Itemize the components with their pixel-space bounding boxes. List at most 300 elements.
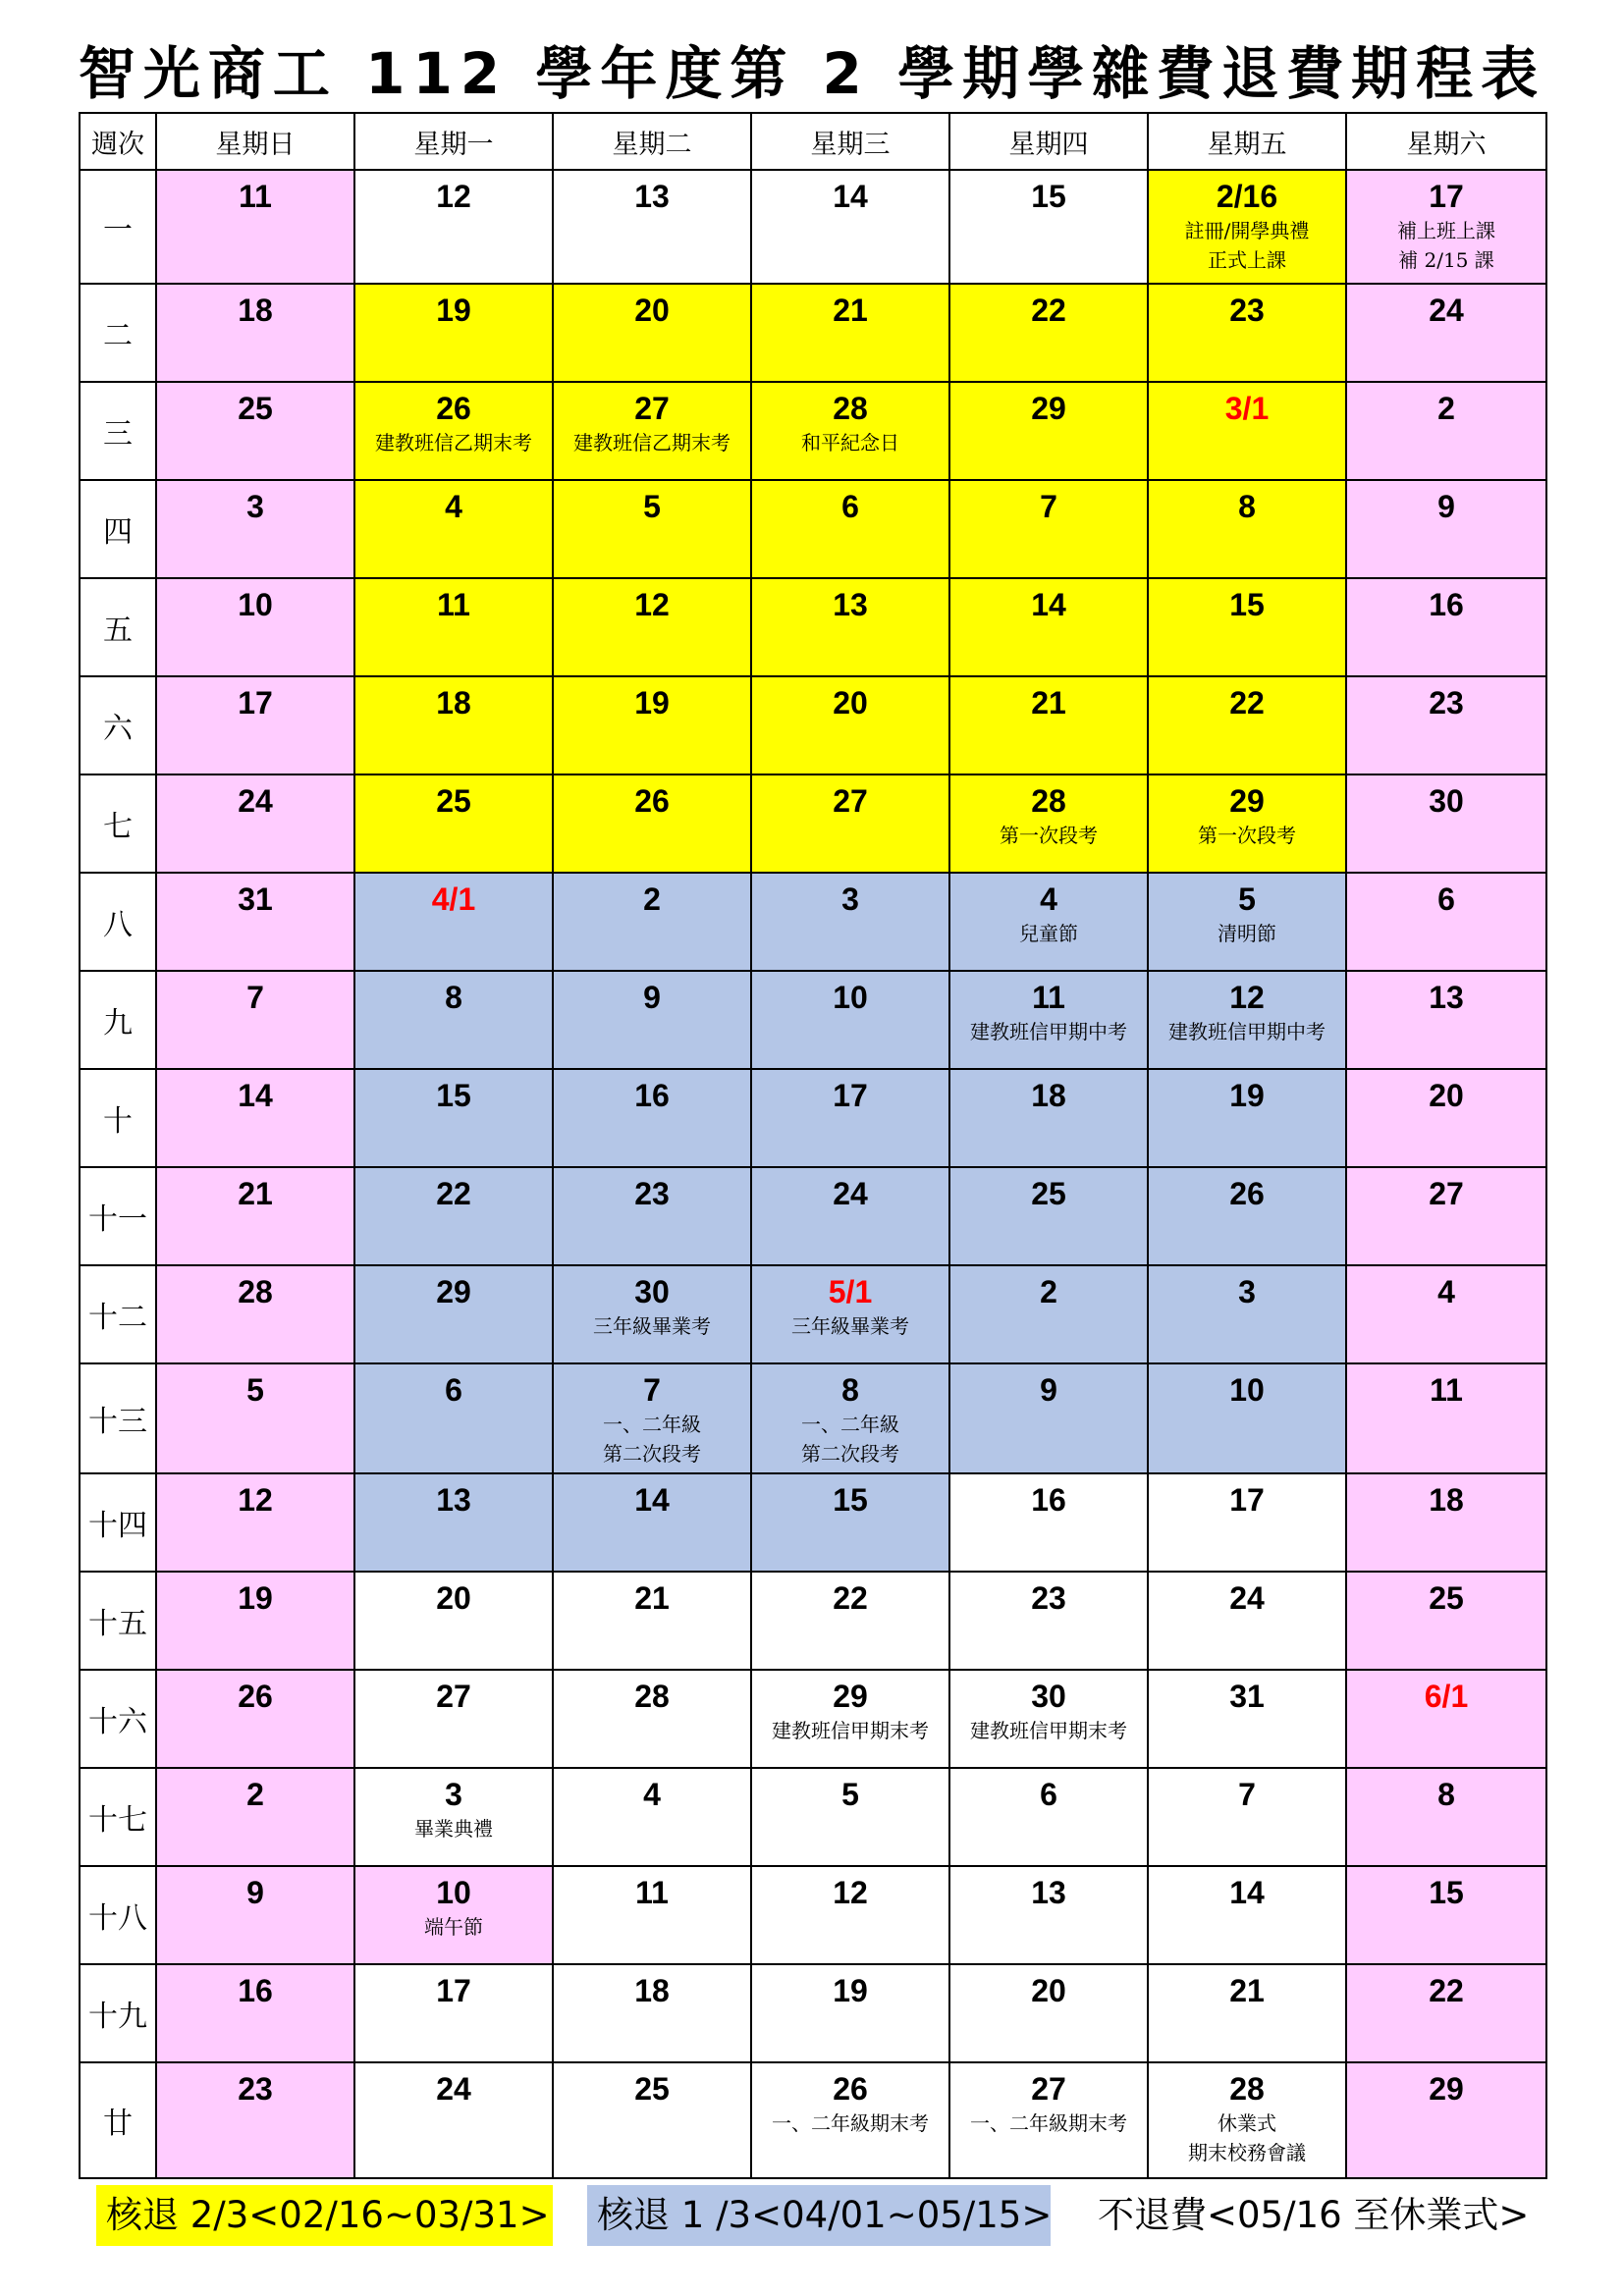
header-week: 週次 [79, 112, 157, 171]
day-cell [157, 1573, 355, 1671]
day-note: 建教班信甲期中考 [970, 1020, 1127, 1043]
day-cell [1347, 383, 1547, 481]
day-cell [752, 1364, 950, 1474]
day-cell [355, 1965, 554, 2063]
day-number: 29 [833, 1679, 868, 1714]
day-cell [1149, 285, 1347, 383]
day-note: 建教班信乙期末考 [573, 431, 731, 454]
day-cell [950, 1070, 1149, 1168]
day-number: 22 [833, 1580, 868, 1616]
day-cell [1149, 1070, 1347, 1168]
day-number: 13 [1429, 980, 1464, 1015]
day-number: 13 [1031, 1875, 1066, 1910]
day-number: 15 [1031, 179, 1066, 214]
day-cell [554, 1867, 752, 1965]
day-cell [355, 579, 554, 677]
day-cell [1347, 285, 1547, 383]
day-cell [1347, 972, 1547, 1070]
day-cell [1347, 171, 1547, 285]
day-cell [355, 481, 554, 579]
day-number: 3 [1238, 1274, 1256, 1309]
day-number: 22 [1429, 1973, 1464, 2008]
day-cell [157, 1266, 355, 1364]
day-number: 12 [634, 587, 670, 622]
day-number: 14 [1031, 587, 1066, 622]
day-number: 25 [1429, 1580, 1464, 1616]
day-number: 9 [246, 1875, 264, 1910]
day-number: 25 [634, 2071, 670, 2107]
day-number: 2 [643, 881, 661, 917]
day-cell [1347, 2063, 1547, 2179]
day-cell [752, 1769, 950, 1867]
day-cell [1149, 972, 1347, 1070]
day-number: 29 [436, 1274, 471, 1309]
day-cell [355, 874, 554, 972]
day-note: 三年級畢業考 [791, 1314, 909, 1338]
day-number: 12 [833, 1875, 868, 1910]
week-label: 十一 [79, 1168, 157, 1266]
day-note: 畢業典禮 [414, 1817, 493, 1841]
day-note: 建教班信甲期末考 [772, 1719, 929, 1742]
week-label: 三 [79, 383, 157, 481]
day-cell [157, 171, 355, 285]
day-cell [1149, 775, 1347, 874]
day-note: 一、二年級期末考 [772, 2111, 929, 2135]
day-number: 17 [436, 1973, 471, 2008]
day-cell [1149, 2063, 1347, 2179]
day-number: 14 [238, 1078, 273, 1113]
day-number: 31 [238, 881, 273, 917]
day-cell [950, 579, 1149, 677]
day-number: 20 [1031, 1973, 1066, 2008]
day-cell [1149, 383, 1347, 481]
day-number: 6 [1437, 881, 1455, 917]
day-cell [355, 1573, 554, 1671]
day-number: 25 [238, 391, 273, 426]
day-cell [752, 2063, 950, 2179]
day-cell [950, 677, 1149, 775]
day-note: 休業式 [1218, 2111, 1276, 2135]
day-number: 20 [634, 293, 670, 328]
day-number: 5 [1238, 881, 1256, 917]
day-cell [1149, 1266, 1347, 1364]
day-number: 26 [238, 1679, 273, 1714]
week-label: 廿 [79, 2063, 157, 2179]
day-cell [1149, 1474, 1347, 1573]
day-number: 3 [445, 1777, 462, 1812]
day-cell [157, 972, 355, 1070]
day-number: 28 [1031, 783, 1066, 819]
day-cell [950, 481, 1149, 579]
day-note: 建教班信甲期末考 [970, 1719, 1127, 1742]
day-cell [554, 972, 752, 1070]
day-number: 31 [1229, 1679, 1265, 1714]
day-number: 23 [238, 2071, 273, 2107]
day-number: 4 [643, 1777, 661, 1812]
day-number: 3 [246, 489, 264, 524]
day-cell [157, 1474, 355, 1573]
day-cell [752, 1474, 950, 1573]
day-cell [157, 579, 355, 677]
day-number: 6/1 [1424, 1679, 1469, 1714]
day-cell [157, 775, 355, 874]
day-cell [157, 383, 355, 481]
day-number: 5 [841, 1777, 859, 1812]
week-label: 十三 [79, 1364, 157, 1474]
day-cell [157, 1769, 355, 1867]
day-number: 6 [841, 489, 859, 524]
day-cell [554, 481, 752, 579]
day-cell [752, 1266, 950, 1364]
day-number: 20 [833, 685, 868, 721]
day-number: 12 [1229, 980, 1265, 1015]
day-number: 9 [1437, 489, 1455, 524]
day-number: 4 [1437, 1274, 1455, 1309]
day-note: 一、二年級期末考 [970, 2111, 1127, 2135]
day-cell [950, 1965, 1149, 2063]
day-cell [1149, 1573, 1347, 1671]
day-number: 7 [1040, 489, 1057, 524]
day-number: 23 [634, 1176, 670, 1211]
week-label: 十六 [79, 1671, 157, 1769]
day-cell [950, 383, 1149, 481]
day-number: 13 [634, 179, 670, 214]
day-number: 13 [436, 1482, 471, 1518]
day-number: 19 [1229, 1078, 1265, 1113]
day-number: 7 [643, 1372, 661, 1408]
day-cell [554, 171, 752, 285]
header-weekday: 星期二 [554, 112, 752, 171]
day-cell [157, 1965, 355, 2063]
day-cell [1347, 579, 1547, 677]
day-note: 第二次段考 [603, 1442, 701, 1466]
day-cell [950, 775, 1149, 874]
week-label: 七 [79, 775, 157, 874]
day-number: 18 [436, 685, 471, 721]
day-note: 註冊/開學典禮 [1184, 219, 1310, 242]
day-cell [950, 1671, 1149, 1769]
day-cell [950, 972, 1149, 1070]
day-cell [355, 171, 554, 285]
week-label: 十七 [79, 1769, 157, 1867]
day-cell [1347, 1168, 1547, 1266]
day-cell [752, 677, 950, 775]
day-number: 8 [841, 1372, 859, 1408]
day-number: 16 [1031, 1482, 1066, 1518]
day-note: 端午節 [424, 1915, 483, 1939]
day-cell [752, 285, 950, 383]
day-number: 26 [833, 2071, 868, 2107]
day-cell [157, 677, 355, 775]
day-number: 21 [634, 1580, 670, 1616]
day-number: 23 [1429, 685, 1464, 721]
day-cell [554, 1671, 752, 1769]
day-cell [157, 874, 355, 972]
header-weekday: 星期六 [1347, 112, 1547, 171]
day-note: 期末校務會議 [1188, 2141, 1306, 2164]
day-note: 第一次段考 [1198, 824, 1296, 847]
day-number: 28 [634, 1679, 670, 1714]
day-number: 2 [1040, 1274, 1057, 1309]
day-cell [752, 1965, 950, 2063]
day-cell [554, 383, 752, 481]
day-cell [1347, 1266, 1547, 1364]
day-number: 28 [238, 1274, 273, 1309]
day-number: 21 [1229, 1973, 1265, 2008]
day-number: 5 [643, 489, 661, 524]
day-cell [355, 1474, 554, 1573]
day-number: 19 [238, 1580, 273, 1616]
day-number: 16 [238, 1973, 273, 2008]
day-cell [355, 677, 554, 775]
day-cell [1347, 1965, 1547, 2063]
day-cell [355, 1364, 554, 1474]
day-cell [554, 1266, 752, 1364]
day-number: 10 [833, 980, 868, 1015]
day-cell [554, 775, 752, 874]
refund-calendar-table [79, 112, 1551, 2183]
day-cell [157, 2063, 355, 2179]
week-label: 二 [79, 285, 157, 383]
day-number: 12 [436, 179, 471, 214]
day-number: 27 [833, 783, 868, 819]
day-cell [554, 579, 752, 677]
day-number: 26 [1229, 1176, 1265, 1211]
day-cell [355, 1168, 554, 1266]
day-cell [1347, 1769, 1547, 1867]
day-number: 18 [238, 293, 273, 328]
day-number: 27 [634, 391, 670, 426]
day-cell [1149, 677, 1347, 775]
day-number: 22 [436, 1176, 471, 1211]
day-number: 8 [1437, 1777, 1455, 1812]
day-cell [752, 775, 950, 874]
day-number: 20 [1429, 1078, 1464, 1113]
day-cell [554, 1769, 752, 1867]
day-note: 三年級畢業考 [593, 1314, 711, 1338]
day-cell [950, 1364, 1149, 1474]
day-cell [1149, 171, 1347, 285]
day-cell [355, 1266, 554, 1364]
day-number: 3 [841, 881, 859, 917]
day-note: 兒童節 [1019, 922, 1078, 945]
week-label: 十八 [79, 1867, 157, 1965]
week-label: 八 [79, 874, 157, 972]
day-number: 23 [1229, 293, 1265, 328]
day-number: 24 [833, 1176, 868, 1211]
day-cell [1347, 1474, 1547, 1573]
day-number: 8 [445, 980, 462, 1015]
day-cell [554, 1474, 752, 1573]
day-cell [950, 171, 1149, 285]
day-number: 25 [436, 783, 471, 819]
day-note: 一、二年級 [801, 1413, 899, 1436]
header-weekday: 星期五 [1149, 112, 1347, 171]
day-number: 4/1 [431, 881, 476, 917]
day-cell [157, 1070, 355, 1168]
day-number: 27 [1429, 1176, 1464, 1211]
day-cell [752, 972, 950, 1070]
day-number: 27 [1031, 2071, 1066, 2107]
day-cell [1149, 1364, 1347, 1474]
day-cell [752, 1671, 950, 1769]
day-number: 19 [634, 685, 670, 721]
day-number: 24 [436, 2071, 471, 2107]
day-cell [1347, 874, 1547, 972]
day-cell [157, 1671, 355, 1769]
day-cell [1149, 579, 1347, 677]
day-cell [950, 1769, 1149, 1867]
day-cell [752, 481, 950, 579]
day-cell [752, 1168, 950, 1266]
day-cell [157, 1168, 355, 1266]
day-cell [355, 383, 554, 481]
day-number: 14 [1229, 1875, 1265, 1910]
day-cell [554, 285, 752, 383]
day-cell [355, 1867, 554, 1965]
day-cell [752, 874, 950, 972]
day-cell [950, 1474, 1149, 1573]
day-cell [1149, 1671, 1347, 1769]
day-number: 9 [1040, 1372, 1057, 1408]
day-number: 11 [1430, 1372, 1463, 1408]
day-number: 17 [238, 685, 273, 721]
day-note: 補 2/15 課 [1398, 248, 1494, 272]
header-weekday: 星期一 [355, 112, 554, 171]
day-cell [355, 1769, 554, 1867]
day-cell [157, 285, 355, 383]
day-note: 一、二年級 [603, 1413, 701, 1436]
day-number: 5/1 [828, 1274, 873, 1309]
day-cell [752, 1867, 950, 1965]
day-cell [950, 1573, 1149, 1671]
day-cell [950, 1867, 1149, 1965]
day-cell [752, 1070, 950, 1168]
day-number: 28 [1229, 2071, 1265, 2107]
day-cell [752, 1573, 950, 1671]
day-cell [355, 775, 554, 874]
day-cell [950, 1168, 1149, 1266]
header-weekday: 星期日 [157, 112, 355, 171]
day-note: 建教班信乙期末考 [375, 431, 532, 454]
day-number: 21 [238, 1176, 273, 1211]
day-cell [1347, 1867, 1547, 1965]
week-label: 十四 [79, 1474, 157, 1573]
day-number: 29 [1429, 2071, 1464, 2107]
day-number: 23 [1031, 1580, 1066, 1616]
day-cell [554, 1070, 752, 1168]
day-number: 10 [238, 587, 273, 622]
day-number: 28 [833, 391, 868, 426]
week-label: 十五 [79, 1573, 157, 1671]
day-number: 21 [833, 293, 868, 328]
day-number: 15 [833, 1482, 868, 1518]
day-cell [1149, 481, 1347, 579]
day-number: 15 [436, 1078, 471, 1113]
day-number: 11 [437, 587, 470, 622]
day-number: 30 [1031, 1679, 1066, 1714]
day-number: 10 [1229, 1372, 1265, 1408]
day-number: 19 [436, 293, 471, 328]
day-number: 24 [1429, 293, 1464, 328]
day-number: 14 [634, 1482, 670, 1518]
header-weekday: 星期四 [950, 112, 1149, 171]
day-cell [157, 1364, 355, 1474]
day-number: 2 [1437, 391, 1455, 426]
day-cell [554, 874, 752, 972]
day-cell [554, 1965, 752, 2063]
day-number: 26 [634, 783, 670, 819]
day-number: 22 [1229, 685, 1265, 721]
day-number: 18 [1429, 1482, 1464, 1518]
legend-item: 核退 1 /3<04/01~05/15> [587, 2185, 1051, 2246]
day-number: 24 [1229, 1580, 1265, 1616]
day-number: 11 [1032, 980, 1065, 1015]
day-cell [554, 1168, 752, 1266]
page-title: 智光商工 112 學年度第 2 學期學雜費退費期程表 [78, 40, 1546, 107]
day-number: 4 [445, 489, 462, 524]
day-number: 30 [634, 1274, 670, 1309]
day-cell [355, 972, 554, 1070]
day-number: 3/1 [1224, 391, 1270, 426]
day-number: 20 [436, 1580, 471, 1616]
legend-item: 不退費<05/16 至休業式> [1088, 2185, 1540, 2246]
day-cell [950, 874, 1149, 972]
day-cell [1149, 1168, 1347, 1266]
week-label: 六 [79, 677, 157, 775]
week-label: 五 [79, 579, 157, 677]
day-cell [1347, 1671, 1547, 1769]
day-cell [950, 2063, 1149, 2179]
day-number: 15 [1229, 587, 1265, 622]
day-note: 正式上課 [1208, 248, 1286, 272]
day-number: 29 [1229, 783, 1265, 819]
day-number: 24 [238, 783, 273, 819]
day-cell [1149, 874, 1347, 972]
day-number: 11 [635, 1875, 669, 1910]
day-cell [554, 2063, 752, 2179]
day-cell [554, 1573, 752, 1671]
day-cell [1347, 481, 1547, 579]
day-number: 16 [634, 1078, 670, 1113]
day-cell [554, 1364, 752, 1474]
week-label: 十二 [79, 1266, 157, 1364]
day-note: 第二次段考 [801, 1442, 899, 1466]
day-cell [157, 481, 355, 579]
day-cell [950, 285, 1149, 383]
day-number: 2/16 [1216, 179, 1278, 214]
day-cell [355, 2063, 554, 2179]
day-number: 30 [1429, 783, 1464, 819]
day-cell [1347, 1070, 1547, 1168]
day-number: 17 [833, 1078, 868, 1113]
day-number: 21 [1031, 685, 1066, 721]
day-number: 7 [246, 980, 264, 1015]
day-number: 5 [246, 1372, 264, 1408]
day-number: 25 [1031, 1176, 1066, 1211]
week-label: 四 [79, 481, 157, 579]
day-number: 27 [436, 1679, 471, 1714]
legend-item: 核退 2/3<02/16~03/31> [96, 2185, 553, 2246]
day-cell [1347, 1364, 1547, 1474]
day-number: 19 [833, 1973, 868, 2008]
day-cell [1347, 775, 1547, 874]
day-cell [752, 579, 950, 677]
legend [0, 2185, 1624, 2246]
day-note: 建教班信甲期中考 [1168, 1020, 1326, 1043]
day-number: 6 [445, 1372, 462, 1408]
day-number: 15 [1429, 1875, 1464, 1910]
